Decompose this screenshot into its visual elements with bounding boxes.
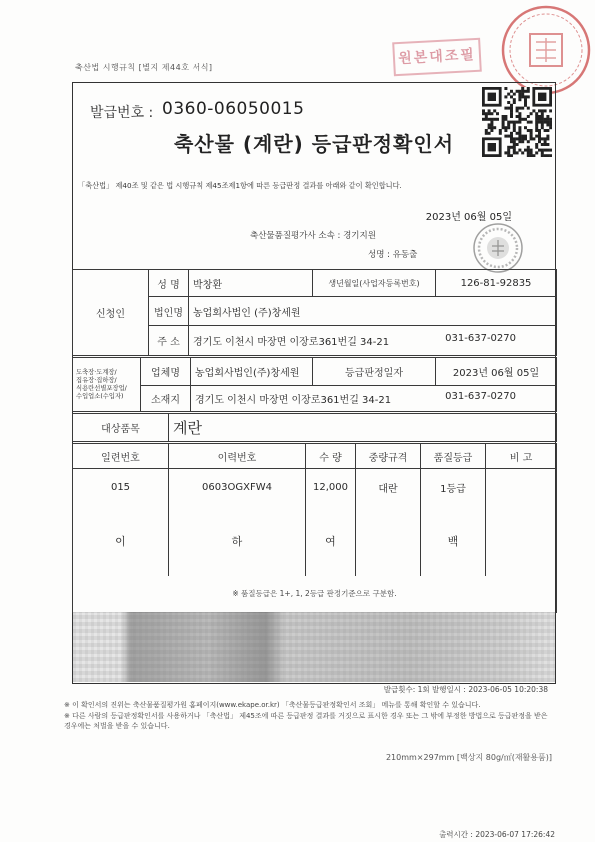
header-trace-number: 이력번호 [169, 444, 306, 469]
facility-label-line: 수입업소(수입자) [76, 392, 124, 400]
form-label: 축산법 시행규칙 [별지 제44호 서식] [75, 63, 213, 72]
applicant-addr-cell [189, 326, 557, 356]
facility-section-label [73, 358, 141, 412]
header-remarks: 비 고 [486, 444, 557, 469]
items-table [72, 443, 557, 613]
row-serial: 015 [73, 469, 169, 506]
facility-location-cell [191, 386, 557, 412]
target-item-table [72, 413, 557, 442]
empty-cell [486, 506, 557, 576]
target-item-label: 대상품목 [73, 414, 169, 442]
issue-info: 발급횟수: 1회 발행일시 : 2023-06-05 10:20:38 [383, 685, 548, 694]
issue-number: 0360-06050015 [162, 99, 305, 119]
grader-affiliation: 축산물품질평가사 소속 : 경기지원 [250, 231, 376, 241]
grading-date-label: 등급판정일자 [313, 358, 436, 386]
header-quantity: 수 량 [306, 444, 356, 469]
note-item: ※ 이 확인서의 진위는 축산물품질평가원 홈페이지(www.ekape.or.kr) 「축산물등급판정확인서 조회」 메뉴를 통해 확인할 수 있습니다. [64, 701, 481, 709]
applicant-addr-label: 주 소 [149, 326, 189, 356]
applicant-section-label: 신청인 [73, 270, 149, 356]
empty-cell [356, 506, 421, 576]
facility-name-label: 업체명 [141, 358, 191, 386]
facility-label-line: 도축장·도계장/ [76, 368, 117, 376]
header-weight-size: 중량규격 [356, 444, 421, 469]
copy-verified-stamp: 원본대조필 [392, 38, 482, 77]
blank-marker: 하 [169, 506, 306, 576]
facility-label-line: 집유장·집하장/ [76, 376, 117, 384]
table-row [73, 469, 557, 506]
notes [64, 700, 552, 732]
applicant-name: 박창환 [189, 270, 313, 297]
target-item-value: 계란 [169, 414, 557, 442]
blank-marker: 백 [421, 506, 486, 576]
facility-table [72, 357, 557, 412]
row-trace-number: 0603OGXFW4 [169, 469, 306, 506]
items-header-row [73, 444, 557, 469]
applicant-corp-label: 법인명 [149, 297, 189, 326]
document-title: 축산물 (계란) 등급판정확인서 [173, 132, 455, 156]
facility-location-label: 소재지 [141, 386, 191, 412]
row-weight-size: 대란 [356, 469, 421, 506]
intro-text: 「축산법」 제40조 및 같은 법 시행규칙 제45조제1항에 따른 등급판정 결과를 아래와 같이 확인합니다. [78, 181, 402, 190]
facility-name: 농업회사법인(주)창세원 [191, 358, 313, 386]
applicant-table [72, 269, 557, 356]
blank-marker-row [73, 506, 557, 576]
applicant-phone: 031-637-0270 [445, 333, 516, 344]
header-serial: 일련번호 [73, 444, 169, 469]
print-time: 출력시간 : 2023-06-07 17:26:42 [439, 830, 555, 839]
note-item: ※ 다른 사람의 등급판정확인서를 사용하거나 「축산법」 제45조에 따른 등급판정 결과를 거짓으로 표시한 경우 또는 그 밖에 부정한 방법으로 등급판정을 받은 경우에는 처벌을 받을 수 있습니다. [64, 712, 548, 730]
issue-date: 2023년 06월 05일 [425, 212, 512, 223]
blank-marker: 여 [306, 506, 356, 576]
header-quality-grade: 품질등급 [421, 444, 486, 469]
issue-number-label: 발급번호 : [90, 105, 154, 121]
row-quality-grade: 1등급 [421, 469, 486, 506]
grading-date: 2023년 06월 05일 [436, 358, 557, 386]
blank-marker: 이 [73, 506, 169, 576]
applicant-corp: 농업회사법인 (주)창세원 [189, 297, 557, 326]
official-seal-icon [472, 222, 524, 274]
row-remarks [486, 469, 557, 506]
grade-note: ※ 품질등급은 1+, 1, 2등급 판정기준으로 구분함. [73, 576, 557, 613]
applicant-reg-label: 생년월일(사업자등록번호) [313, 270, 436, 297]
facility-phone: 031-637-0270 [445, 391, 516, 402]
applicant-address: 경기도 이천시 마장면 이장로361번길 34-21 [193, 337, 390, 348]
applicant-name-label: 성 명 [149, 270, 189, 297]
row-quantity: 12,000 [306, 469, 356, 506]
facility-label-line: 식용란선별포장업/ [76, 384, 127, 392]
redacted-area [73, 612, 555, 682]
paper-spec: 210mm×297mm [백상지 80g/㎡(재활용품)] [385, 753, 552, 762]
facility-location: 경기도 이천시 마장면 이장로361번길 34-21 [195, 395, 392, 406]
grader-name: 성명 : 유동출 [368, 250, 418, 260]
applicant-reg-no: 126-81-92835 [436, 270, 557, 297]
